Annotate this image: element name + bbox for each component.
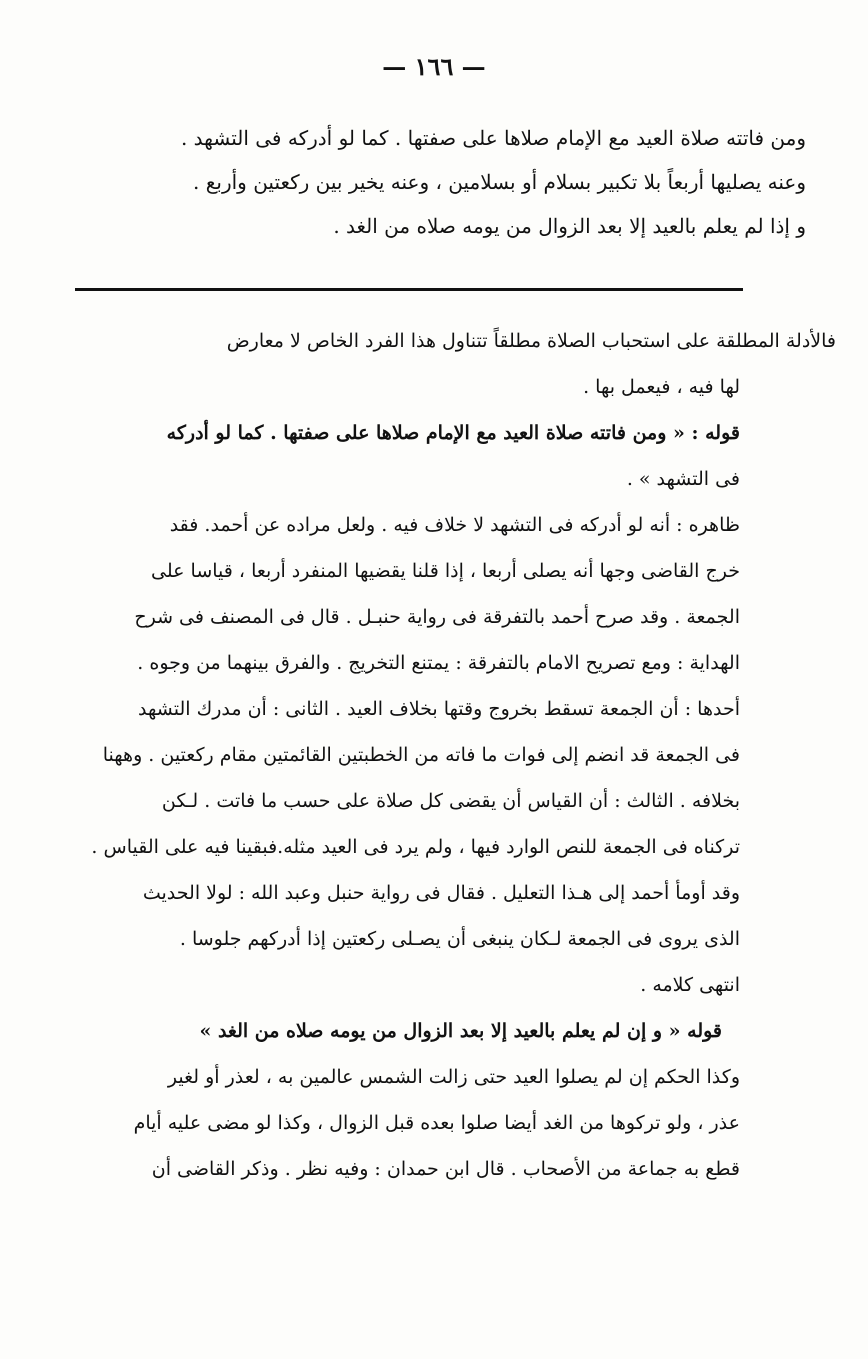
commentary-line: أحدها : أن الجمعة تسقط بخروج وقتها بخلاف العيد . الثانى : أن مدرك التشهد [138,698,740,720]
commentary-line: فى التشهد » . [626,468,740,490]
commentary-quote-line: قوله : « ومن فاتته صلاة العيد مع الإمام صلاها على صفتها . كما لو أدركه [166,422,740,444]
separator-rule [75,288,743,291]
commentary-line: لها فيه ، فيعمل بها . [583,376,740,398]
main-text-line: و إذا لم يعلم بالعيد إلا بعد الزوال من يومه صلاه من الغد . [333,214,806,238]
commentary-line: بخلافه . الثالث : أن القياس أن يقضى كل صلاة على حسب ما فاتت . لـكن [161,790,740,812]
commentary-line: خرج القاضى وجها أنه يصلى أربعا ، إذا قلنا يقضيها المنفرد أربعا ، قياسا على [151,560,740,582]
commentary-line: وكذا الحكم إن لم يصلوا العيد حتى زالت الشمس عالمين به ، لعذر أو لغير [167,1066,740,1088]
commentary-line: فالأدلة المطلقة على استحباب الصلاة مطلقاً تتناول هذا الفرد الخاص لا معارض [226,330,836,352]
commentary-line: فى الجمعة قد انضم إلى فوات ما فاته من الخطبتين القائمتين مقام ركعتين . وههنا [102,744,740,766]
commentary-text [20,318,836,1192]
commentary-line: عذر ، ولو تركوها من الغد أيضا صلوا بعده قبل الزوال ، وكذا لو مضى عليه أيام [133,1112,740,1134]
commentary-line: الهداية : ومع تصريح الامام بالتفرقة : يمتنع التخريج . والفرق بينهما من وجوه . [137,652,740,674]
commentary-line: الذى يروى فى الجمعة لـكان ينبغى أن يصـلى ركعتين إذا أدركهم جلوسا . [179,928,740,950]
commentary-line: الجمعة . وقد صرح أحمد بالتفرقة فى رواية حنبـل . قال فى المصنف فى شرح [134,606,740,628]
commentary-line: وقد أومأ أحمد إلى هـذا التعليل . فقال فى رواية حنبل وعبد الله : لولا الحديث [142,882,740,904]
main-text-line: وعنه يصليها أربعاً بلا تكبير بسلام أو بسلامين ، وعنه يخير بين ركعتين وأربع . [193,170,806,194]
commentary-quote-line: قوله « و إن لم يعلم بالعيد إلا بعد الزوال من يومه صلاه من الغد » [199,1020,722,1042]
commentary-line: قطع به جماعة من الأصحاب . قال ابن حمدان : وفيه نظر . وذكر القاضى أن [151,1158,740,1180]
page-number: — ١٦٦ — [382,52,486,81]
main-text-line: ومن فاتته صلاة العيد مع الإمام صلاها على صفتها . كما لو أدركه فى التشهد . [180,126,806,150]
commentary-line: تركناه فى الجمعة للنص الوارد فيها ، ولم يرد فى العيد مثله.فبقينا فيه على القياس . [91,836,740,858]
commentary-line: ظاهره : أنه لو أدركه فى التشهد لا خلاف فيه . ولعل مراده عن أحمد. فقد [169,514,740,536]
commentary-line: انتهى كلامه . [640,974,740,996]
main-text [106,116,806,248]
